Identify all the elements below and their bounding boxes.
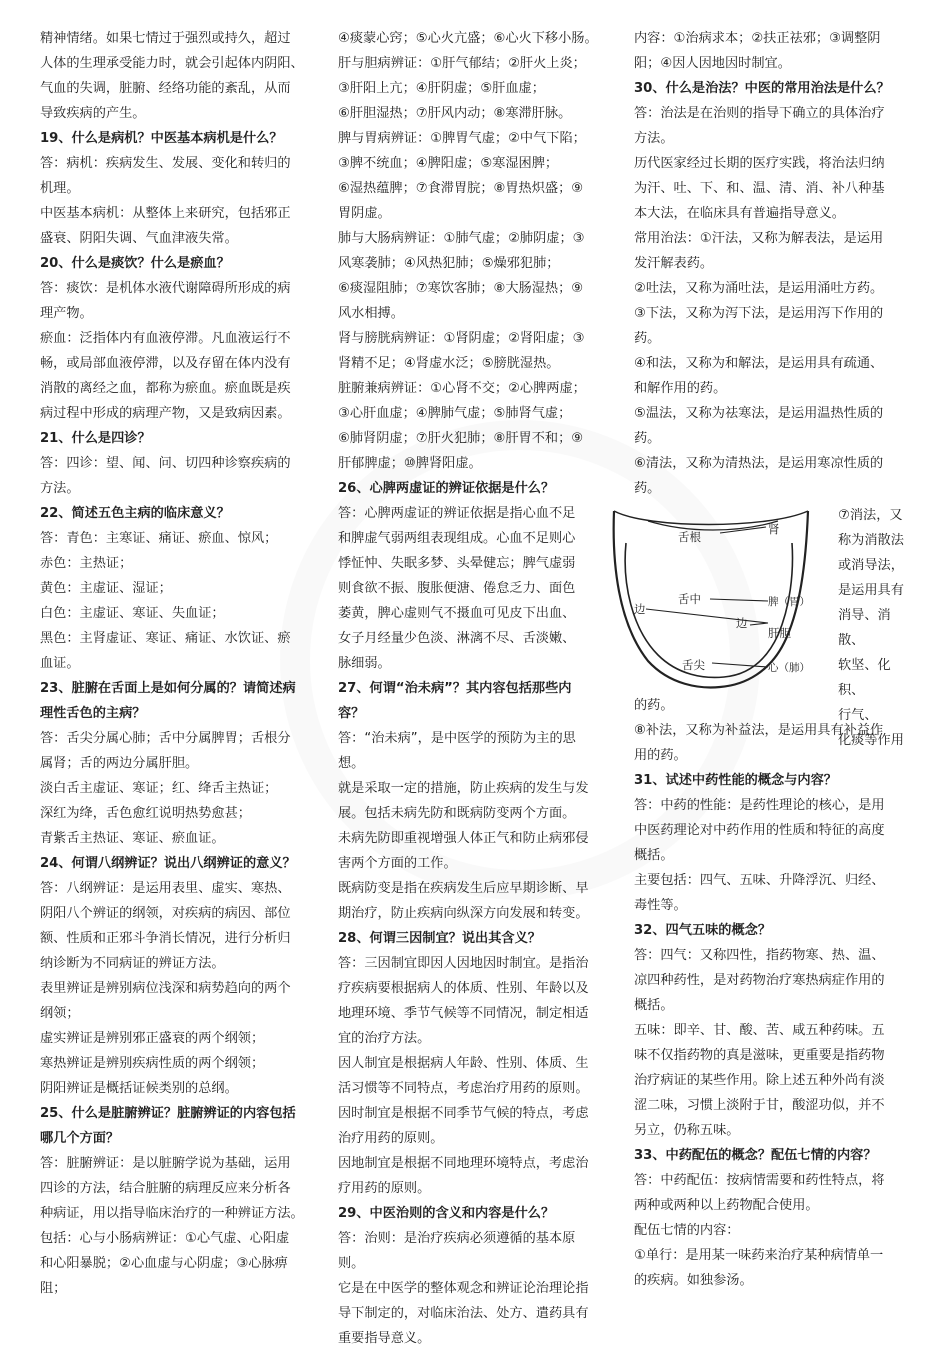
- text-line: 用的药。: [634, 748, 687, 763]
- question-line: 32、四气五味的概念？: [634, 923, 772, 938]
- text-line: 答：痰饮：是机体水液代谢障碍所形成的病: [40, 281, 291, 296]
- text-line: 答：舌尖分属心肺；舌中分属脾胃；舌根分: [40, 731, 291, 746]
- text-line: 导下制定的，对临床治法、处方、遣药具有: [338, 1306, 589, 1321]
- column-right-bottom: [634, 693, 910, 1293]
- text-line: 女子月经量少色淡、淋漓不尽、舌淡嫩、: [338, 631, 576, 646]
- text-line: 是运用具有: [838, 583, 904, 598]
- text-line: 瘀血：泛指体内有血液停滞。凡血液运行不: [40, 331, 291, 346]
- text-line: 肾与膀胱病辨证：①肾阴虚；②肾阳虚；③: [338, 331, 585, 346]
- text-line: 脾与胃病辨证：①脾胃气虚；②中气下陷；: [338, 131, 586, 146]
- figure-side-text: [838, 503, 908, 753]
- question-line: 30、什么是治法？中医的常用治法是什么？: [634, 81, 890, 96]
- text-line: 深红为绛，舌色愈红说明热势愈甚；: [40, 806, 251, 821]
- text-line: 未病先防即重视增强人体正气和防止病邪侵: [338, 831, 589, 846]
- text-line: 黑色：主肾虚证、寒证、痛证、水饮证、瘀: [40, 631, 291, 646]
- text-line: 消导、消散、: [838, 608, 891, 648]
- text-line: ③脾不统血；④脾阳虚；⑤寒湿困脾；: [338, 156, 559, 171]
- text-line: 发汗解表药。: [634, 256, 714, 271]
- label-kidney: 肾: [768, 522, 780, 536]
- text-line: ⑥湿热蕴脾；⑦食滞胃脘；⑧胃热炽盛；⑨: [338, 181, 584, 196]
- question-line: 25、什么是脏腑辨证？脏腑辨证的内容包括: [40, 1106, 296, 1121]
- text-line: 人体的生理承受能力时，就会引起体内阴阳、: [40, 56, 304, 71]
- text-line: 或消导法，: [838, 558, 904, 573]
- text-line: 展。包括未病先防和既病防变两个方面。: [338, 806, 576, 821]
- text-line: 地理环境、季节气候等不同情况，制定相适: [338, 1006, 589, 1021]
- text-line: 答：治法是在治则的指导下确立的具体治疗: [634, 106, 885, 121]
- text-line: ⑦消法，又: [838, 508, 903, 523]
- text-line: ④和法，又称为和解法，是运用具有疏通、: [634, 356, 884, 371]
- text-line: 本大法，在临床具有普遍指导意义。: [634, 206, 845, 221]
- text-line: 答：中药的性能：是药性理论的核心，是用: [634, 798, 885, 813]
- text-line: 内容：①治病求本；②扶正祛邪；③调整阴: [634, 31, 881, 46]
- text-line: ③心肝血虚；④脾肺气虚；⑤肺肾气虚；: [338, 406, 572, 421]
- text-line: 理产物。: [40, 306, 93, 321]
- text-line: 答：治则：是治疗疾病必须遵循的基本原则。: [338, 1231, 576, 1271]
- question-line: 31、试述中药性能的概念与内容？: [634, 773, 837, 788]
- label-side-right: 边: [736, 616, 748, 630]
- text-line: 治疗病证的某些作用。除上述五种外尚有淡: [634, 1073, 885, 1088]
- question-line: 24、何谓八纲辨证？说出八纲辨证的意义？: [40, 856, 296, 871]
- text-line: ⑥肺肾阴虚；⑦肝火犯肺；⑧肝胃不和；⑨: [338, 431, 584, 446]
- text-line: 虚实辨证是辨别邪正盛衰的两个纲领；: [40, 1031, 265, 1046]
- text-line: 黄色：主虚证、湿证；: [40, 581, 172, 596]
- text-line: 风水相搏。: [338, 306, 404, 321]
- text-line: 肾精不足；④肾虚水泛；⑤膀胱湿热。: [338, 356, 560, 371]
- text-line: 方法。: [40, 481, 80, 496]
- question-line: 28、何谓三因制宜？说出其含义？: [338, 931, 541, 946]
- text-line: 答：四诊：望、闻、问、切四种诊察疾病的: [40, 456, 291, 471]
- text-line: 脏腑兼病辨证：①心肾不交；②心脾两虚；: [338, 381, 586, 396]
- text-line: 因时制宜是根据不同季节气候的特点，考虑: [338, 1106, 589, 1121]
- text-line: 青紫舌主热证、寒证、瘀血证。: [40, 831, 225, 846]
- text-line: 它是在中医学的整体观念和辨证论治理论指: [338, 1281, 589, 1296]
- text-line: 期治疗，防止疾病向纵深方向发展和转变。: [338, 906, 589, 921]
- question-line: 22、简述五色主病的临床意义？: [40, 506, 230, 521]
- text-line: 血证。: [40, 656, 80, 671]
- text-line: 凉四种药性，是对药物治疗寒热病症作用的: [634, 973, 885, 988]
- text-line: 中医基本病机：从整体上来研究，包括邪正: [40, 206, 291, 221]
- text-line: ②吐法，又称为涌吐法，是运用涌吐方药。: [634, 281, 884, 296]
- text-line: 表里辨证是辨别病位浅深和病势趋向的两个: [40, 981, 291, 996]
- text-line: ④痰蒙心窍；⑤心火亢盛；⑥心火下移小肠。: [338, 31, 598, 46]
- text-line: 答：八纲辨证：是运用表里、虚实、寒热、: [40, 881, 291, 896]
- text-line: 害两个方面的工作。: [338, 856, 457, 871]
- text-line: 历代医家经过长期的医疗实践，将治法归纳: [634, 156, 885, 171]
- text-line: 行气、: [838, 708, 878, 723]
- text-line: 的疾病。如独参汤。: [634, 1273, 753, 1288]
- text-line: 的药。: [634, 698, 674, 713]
- text-line: 答：中药配伍：按病情需要和药性特点，将: [634, 1173, 885, 1188]
- text-line: 活习惯等不同特点，考虑治疗用药的原则。: [338, 1081, 589, 1096]
- text-line: 精神情绪。如果七情过于强烈或持久，超过: [40, 31, 291, 46]
- text-line: 白色：主虚证、寒证、失血证；: [40, 606, 225, 621]
- text-line: 因地制宜是根据不同地理环境特点，考虑治: [338, 1156, 589, 1171]
- text-line: 药。: [634, 481, 661, 496]
- spleen-leader-line: [710, 599, 768, 601]
- text-line: 称为消散法: [838, 533, 904, 548]
- text-line: 脉细弱。: [338, 656, 391, 671]
- text-line: 另立，仍称五味。: [634, 1123, 740, 1138]
- text-line: 导致疾病的产生。: [40, 106, 146, 121]
- text-line: 毒性等。: [634, 898, 687, 913]
- text-line: 味不仅指药物的真是滋味，更重要是指药物: [634, 1048, 885, 1063]
- text-line: 重要指导意义。: [338, 1331, 431, 1346]
- text-line: 淡白舌主虚证、寒证；红、绛舌主热证；: [40, 781, 278, 796]
- text-line: ⑧补法，又称为补益法，是运用具有补益作: [634, 723, 884, 738]
- text-line: 化痰等作用: [838, 733, 904, 748]
- text-line: 答：心脾两虚证的辨证依据是指心血不足: [338, 506, 576, 521]
- text-line: 阴阳八个辨证的纲领，对疾病的病因、部位: [40, 906, 291, 921]
- text-line: ③下法，又称为泻下法，是运用泻下作用的: [634, 306, 884, 321]
- label-side-left: 边: [634, 602, 646, 616]
- text-line: 答：病机：疾病发生、发展、变化和转归的: [40, 156, 291, 171]
- label-tongue-tip: 舌尖: [682, 658, 705, 672]
- text-line: 机理。: [40, 181, 80, 196]
- text-line: 药。: [634, 331, 661, 346]
- question-line: 29、中医治则的含义和内容是什么？: [338, 1206, 555, 1221]
- text-line: 答：脏腑辨证：是以脏腑学说为基础，运用: [40, 1156, 291, 1171]
- text-line: 方法。: [634, 131, 674, 146]
- question-line: 理性舌色的主病？: [40, 706, 146, 721]
- text-line: 疗疾病要根据病人的体质、性别、年龄以及: [338, 981, 589, 996]
- text-line: 肺与大肠病辨证：①肺气虚；②肺阴虚；③: [338, 231, 585, 246]
- label-spleen-stomach: 脾（胃）: [768, 596, 810, 608]
- text-line: 包括：心与小肠病辨证：①心气虚、心阳虚: [40, 1231, 290, 1246]
- question-line: 27、何谓“治未病”？其内容包括那些内: [338, 681, 572, 696]
- column-left: [40, 26, 332, 1301]
- text-line: ⑥肝胆湿热；⑦肝风内动；⑧寒滞肝脉。: [338, 106, 572, 121]
- text-line: 盛衰、阴阳失调、气血津液失常。: [40, 231, 238, 246]
- tongue-diagram: [608, 503, 840, 691]
- text-line: 四诊的方法，结合脏腑的病理反应来分析各: [40, 1181, 291, 1196]
- text-line: 和解作用的药。: [634, 381, 727, 396]
- text-line: 病过程中形成的病理产物，又是致病因素。: [40, 406, 291, 421]
- text-line: 种病证，用以指导临床治疗的一种辨证方法。: [40, 1206, 304, 1221]
- text-line: 两种或两种以上药物配合使用。: [634, 1198, 819, 1213]
- text-line: 纲领；: [40, 1006, 80, 1021]
- text-line: 软坚、化积、: [838, 658, 891, 698]
- text-line: ①单行：是用某一味药来治疗某种病情单一: [634, 1248, 884, 1263]
- text-line: 因人制宜是根据病人年龄、性别、体质、生: [338, 1056, 589, 1071]
- question-line: 33、中药配伍的概念？配伍七情的内容？: [634, 1148, 877, 1163]
- label-heart-lung: 心（肺）: [768, 662, 810, 674]
- question-line: 容？: [338, 706, 365, 721]
- text-line: 疗用药的原则。: [338, 1181, 431, 1196]
- text-line: 既病防变是指在疾病发生后应早期诊断、早: [338, 881, 589, 896]
- text-line: 和脾虚气弱两组表现组成。心血不足则心: [338, 531, 576, 546]
- text-line: 胃阴虚。: [338, 206, 391, 221]
- text-line: 风寒袭肺；④风热犯肺；⑤燥邪犯肺；: [338, 256, 560, 271]
- text-line: 属肾；舌的两边分属肝胆。: [40, 756, 199, 771]
- text-line: 涩二味，习惯上淡附于甘，酸涩功似，并不: [634, 1098, 885, 1113]
- text-line: 阻；: [40, 1281, 67, 1296]
- question-line: 20、什么是痰饮？什么是瘀血？: [40, 256, 230, 271]
- liver-leader-line-left: [646, 609, 768, 623]
- column-right-top: [634, 26, 910, 501]
- question-line: 21、什么是四诊？: [40, 431, 151, 446]
- text-line: 纳诊断为不同病证的辨证方法。: [40, 956, 225, 971]
- question-line: 19、什么是病机？中医基本病机是什么？: [40, 131, 283, 146]
- heart-leader-line: [712, 663, 768, 667]
- text-line: 额、性质和正邪斗争消长情况，进行分析归: [40, 931, 291, 946]
- text-line: 主要包括：四气、五味、升降浮沉、归经、: [634, 873, 885, 888]
- text-line: 中医药理论对中药作用的性质和特征的高度: [634, 823, 885, 838]
- text-line: 气血的失调，脏腑、经络功能的紊乱，从而: [40, 81, 291, 96]
- text-line: 答：四气：又称四性，指药物寒、热、温、: [634, 948, 885, 963]
- text-line: 配伍七情的内容：: [634, 1223, 740, 1238]
- text-line: 悸怔忡、失眠多梦、头晕健忘；脾气虚弱: [338, 556, 576, 571]
- text-line: ③肝阳上亢；④肝阴虚；⑤肝血虚；: [338, 81, 545, 96]
- text-line: 五味：即辛、甘、酸、苦、咸五种药味。五: [634, 1023, 885, 1038]
- text-line: 为汗、吐、下、和、温、清、消、补八种基: [634, 181, 885, 196]
- text-line: ⑥清法，又称为清热法，是运用寒凉性质的: [634, 456, 884, 471]
- text-line: 答：青色：主寒证、痛证、瘀血、惊风；: [40, 531, 278, 546]
- question-line: 哪几个方面？: [40, 1131, 120, 1146]
- text-line: 赤色：主热证；: [40, 556, 133, 571]
- text-line: 寒热辨证是辨别疾病性质的两个纲领；: [40, 1056, 265, 1071]
- question-line: 26、心脾两虚证的辨证依据是什么？: [338, 481, 555, 496]
- label-tongue-root: 舌根: [678, 530, 701, 544]
- liver-leader-line-right: [750, 623, 768, 625]
- text-line: 阴阳辨证是概括证候类别的总纲。: [40, 1081, 238, 1096]
- text-line: 宜的治疗方法。: [338, 1031, 431, 1046]
- text-line: ⑥痰湿阻肺；⑦寒饮客肺；⑧大肠湿热；⑨: [338, 281, 584, 296]
- label-tongue-middle: 舌中: [678, 592, 701, 606]
- text-line: ⑤温法，又称为祛寒法，是运用温热性质的: [634, 406, 884, 421]
- text-line: 肝与胆病辨证：①肝气郁结；②肝火上炎；: [338, 56, 586, 71]
- text-line: 畅，或局部血液停滞，以及存留在体内没有: [40, 356, 291, 371]
- text-line: 消散的离经之血，都称为瘀血。瘀血既是疾: [40, 381, 291, 396]
- text-line: 答：“治未病”，是中医学的预防为主的思想。: [338, 731, 576, 771]
- text-line: 和心阳暴脱；②心血虚与心阴虚；③心脉痹: [40, 1256, 288, 1271]
- text-line: 则食欲不振、腹胀便溏、倦怠乏力、面色: [338, 581, 576, 596]
- text-line: 概括。: [634, 848, 674, 863]
- text-line: 阳；④因人因地因时制宜。: [634, 56, 791, 71]
- text-line: 治疗用药的原则。: [338, 1131, 444, 1146]
- text-line: 答：三因制宜即因人因地因时制宜。是指治: [338, 956, 589, 971]
- column-middle: [338, 26, 600, 1351]
- text-line: 就是采取一定的措施，防止疾病的发生与发: [338, 781, 589, 796]
- label-liver-gallbladder: 肝胆: [768, 626, 791, 640]
- question-line: 23、脏腑在舌面上是如何分属的？请简述病: [40, 681, 296, 696]
- text-line: 概括。: [634, 998, 674, 1013]
- text-line: 药。: [634, 431, 661, 446]
- text-line: 常用治法：①汗法，又称为解表法，是运用: [634, 231, 884, 246]
- column-right: [634, 26, 910, 1293]
- text-line: 萎黄，脾心虚则气不摄血可见皮下出血、: [338, 606, 576, 621]
- text-line: 肝郁脾虚；⑩脾肾阳虚。: [338, 456, 482, 471]
